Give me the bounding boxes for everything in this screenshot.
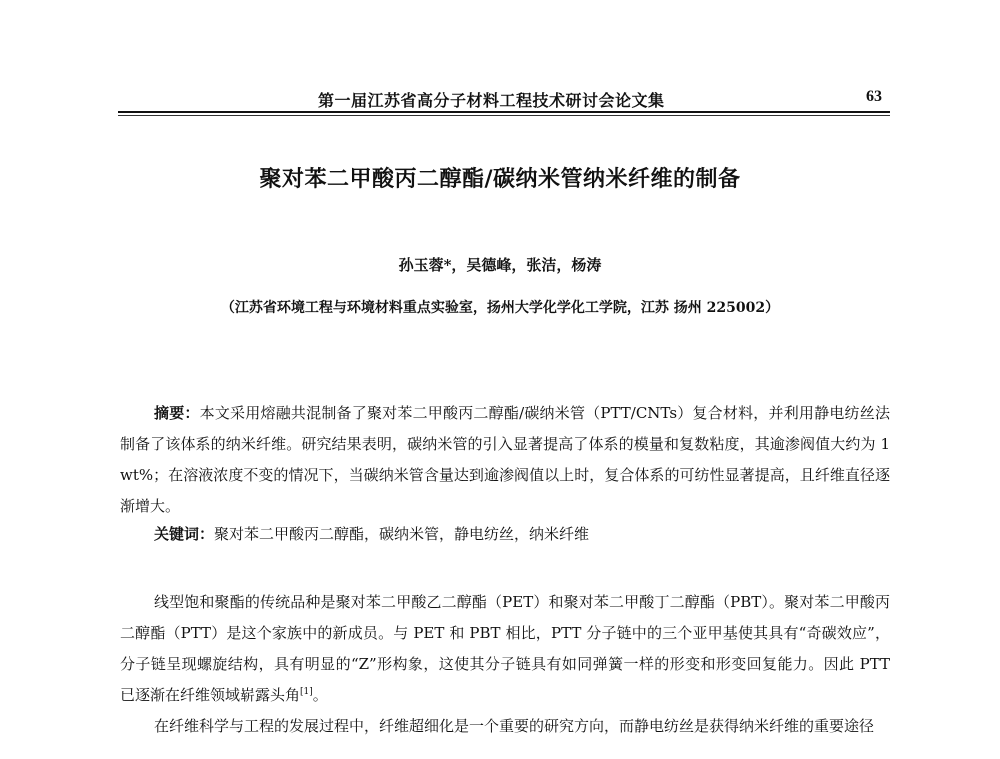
paragraph-end: 。 — [312, 686, 328, 704]
reference-marker: [1] — [300, 687, 313, 697]
article-title: 聚对苯二甲酸丙二醇酯/碳纳米管纳米纤维的制备 — [259, 166, 741, 192]
author-list: 孙玉蓉*，吴德峰，张洁，杨涛 — [398, 256, 602, 274]
keywords-text: 聚对苯二甲酸丙二醇酯，碳纳米管，静电纺丝，纳米纤维 — [214, 525, 590, 543]
body-paragraph — [120, 711, 890, 742]
abstract-label: 摘要： — [154, 404, 200, 422]
header-rule-thick — [118, 111, 890, 113]
header-rule-thin — [118, 115, 890, 116]
paragraph-text: 在纤维科学与工程的发展过程中，纤维超细化是一个重要的研究方向，而静电纺丝是获得纳米纤维的重要途径 — [154, 717, 875, 735]
abstract-text: 本文采用熔融共混制备了聚对苯二甲酸丙二醇酯/碳纳米管（PTT/CNTs）复合材料，并利用静电纺丝法制备了该体系的纳米纤维。研究结果表明，碳纳米管的引入显著提高了体系的模量和复数粘度，其逾渗阀值大约为 1 wt%；在溶液浓度不变的情况下，当碳纳米管含量达到逾渗阀值以上时，复合体系的可纺性显著提高，且纤维直径逐渐增大。 — [120, 404, 890, 515]
body-paragraph — [120, 587, 890, 711]
keywords-section — [154, 523, 589, 544]
keywords-label: 关键词： — [154, 525, 215, 543]
proceedings-title: 第一届江苏省高分子材料工程技术研讨会论文集 — [318, 91, 665, 110]
author-affiliation: （江苏省环境工程与环境材料重点实验室，扬州大学化学化工学院，江苏 扬州 225002） — [220, 300, 780, 316]
page-number: 63 — [866, 88, 882, 105]
body-text — [120, 587, 890, 742]
abstract-paragraph — [120, 398, 890, 522]
running-header — [118, 85, 890, 111]
abstract-section — [120, 398, 890, 522]
paragraph-text: 线型饱和聚酯的传统品种是聚对苯二甲酸乙二醇酯（PET）和聚对苯二甲酸丁二醇酯（PBT）。聚对苯二甲酸丙二醇酯（PTT）是这个家族中的新成员。与 PET 和 PBT 相比，PTT 分子链中的三个亚甲基使其具有“奇碳效应”，分子链呈现螺旋结构，具有明显的“Z”形构象，这使其分子链具有如同弹簧一样的形变和形变回复能力。因此 PTT 已逐渐在纤维领域崭露头角 — [120, 593, 890, 704]
